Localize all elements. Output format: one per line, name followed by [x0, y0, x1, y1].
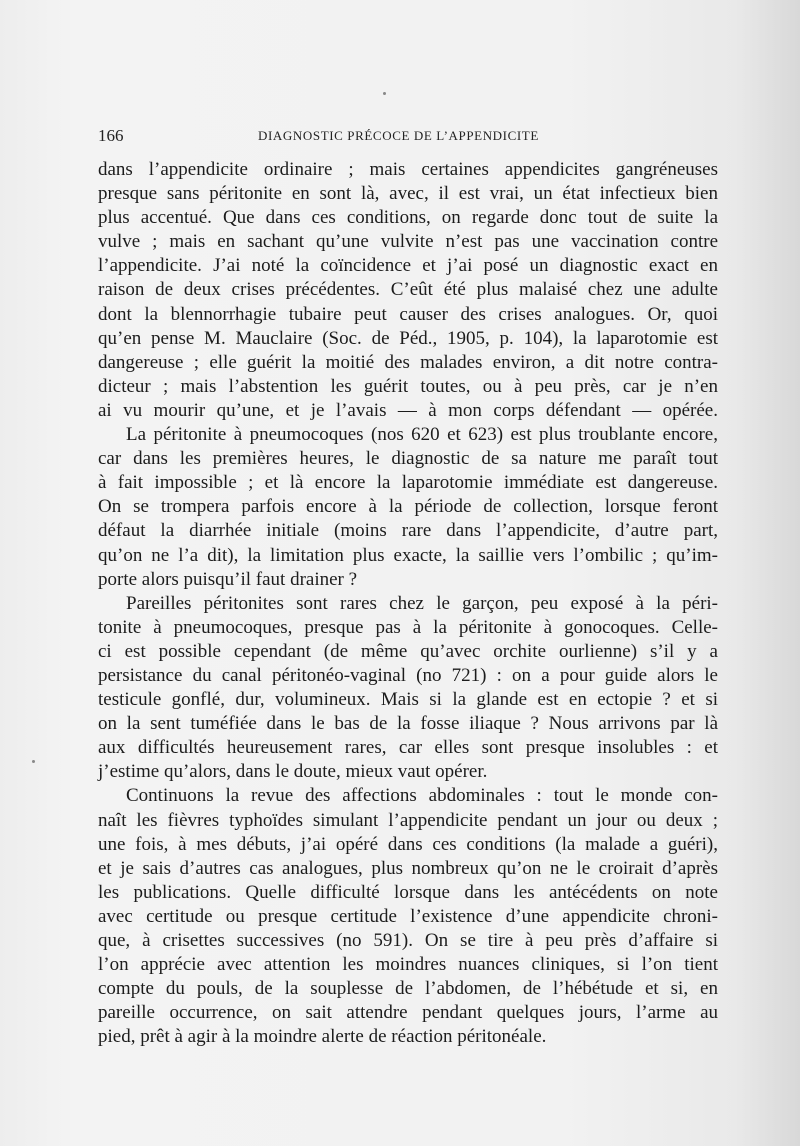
- text-line: vulve ; mais en sachant qu’une vulvite n’est pas une vaccination contre: [98, 231, 718, 253]
- page-number: 166: [98, 126, 124, 145]
- text-line: ai vu mourir qu’une, et je l’avais — à mon corps défendant — opérée.: [98, 399, 718, 421]
- text-line: avec certitude ou presque certitude l’existence d’une appendicite chroni-: [98, 905, 718, 927]
- text-line: que, à crisettes successives (no 591). On se tire à peu près d’affaire si: [98, 930, 718, 951]
- body-text: [98, 158, 718, 1049]
- page-speck: [32, 760, 35, 763]
- text-line: qu’on ne l’a dit), la limitation plus exacte, la saillie vers l’ombilic ; qu’im-: [98, 544, 718, 566]
- running-title: DIAGNOSTIC PRÉCOCE DE L’APPENDICITE: [258, 128, 539, 143]
- text-line: La péritonite à pneumocoques (nos 620 et 623) est plus troublante encore,: [126, 424, 718, 446]
- text-line: dangereuse ; elle guérit la moitié des malades environ, a dit notre contra-: [98, 351, 718, 373]
- text-line: tonite à pneumocoques, presque pas à la péritonite à gonocoques. Celle-: [98, 616, 718, 638]
- text-line: car dans les premières heures, le diagnostic de sa nature me paraît tout: [98, 448, 718, 470]
- text-line: plus accentué. Que dans ces conditions, on regarde donc tout de suite la: [98, 207, 718, 229]
- text-line: testicule gonflé, dur, volumineux. Mais si la glande est en ectopie ? et si: [98, 689, 718, 711]
- text-line: persistance du canal péritonéo-vaginal (no 721) : on a pour guide alors le: [98, 664, 718, 686]
- text-line: Continuons la revue des affections abdominales : tout le monde con-: [126, 785, 718, 807]
- text-line: et je sais d’autres cas analogues, plus nombreux qu’on ne le croirait d’après: [98, 857, 718, 879]
- text-line: dont la blennorrhagie tubaire peut causer des crises analogues. Or, quoi: [98, 303, 718, 325]
- text-line: ci est possible cependant (de même qu’avec orchite ourlienne) s’il y a: [98, 640, 718, 662]
- text-line: défaut la diarrhée initiale (moins rare dans l’appendicite, d’autre part,: [98, 520, 718, 542]
- text-line: presque sans péritonite en sont là, avec, il est vrai, un état infectieux bien: [98, 183, 718, 205]
- text-line: l’on apprécie avec attention les moindres nuances cliniques, si l’on tient: [98, 954, 718, 976]
- text-line: pied, prêt à agir à la moindre alerte de réaction péritonéale.: [98, 1026, 547, 1048]
- page-speck: [383, 92, 386, 95]
- text-line: Pareilles péritonites sont rares chez le garçon, peu exposé à la péri-: [126, 592, 718, 614]
- running-head: [98, 126, 718, 150]
- paragraph-2: [98, 423, 718, 592]
- text-line: dicteur ; mais l’abstention les guérit toutes, ou à peu près, car je n’en: [98, 375, 718, 397]
- text-line: dans l’appendicite ordinaire ; mais certaines appendicites gangréneuses: [98, 159, 718, 180]
- text-line: compte du pouls, de la souplesse de l’abdomen, de l’hébétude et si, en: [98, 978, 718, 1000]
- text-line: naît les fièvres typhoïdes simulant l’appendicite pendant un jour ou deux ;: [98, 809, 718, 831]
- text-line: on la sent tuméfiée dans le bas de la fosse iliaque ? Nous arrivons par là: [98, 713, 718, 735]
- text-line: à fait impossible ; et là encore la laparotomie immédiate est dangereuse.: [98, 472, 718, 494]
- text-line: porte alors puisqu’il faut drainer ?: [98, 568, 358, 590]
- paragraph-3: [98, 592, 718, 785]
- text-line: une fois, à mes débuts, j’ai opéré dans ces conditions (la malade a guéri),: [98, 833, 718, 855]
- text-line: les publications. Quelle difficulté lorsque dans les antécédents on note: [98, 881, 718, 903]
- paragraph-4: [98, 784, 718, 1049]
- text-line: qu’en pense M. Mauclaire (Soc. de Péd., 1905, p. 104), la laparotomie est: [98, 327, 718, 349]
- text-line: aux difficultés heureusement rares, car elles sont presque insolubles : et: [98, 737, 718, 759]
- text-line: raison de deux crises précédentes. C’eût été plus malaisé chez une adulte: [98, 279, 718, 301]
- text-line: l’appendicite. J’ai noté la coïncidence et j’ai posé un diagnostic exact en: [98, 255, 718, 277]
- paragraph-1: [98, 158, 718, 423]
- text-line: On se trompera parfois encore à la période de collection, lorsque feront: [98, 496, 718, 518]
- text-line: j’estime qu’alors, dans le doute, mieux vaut opérer.: [98, 761, 488, 783]
- text-line: pareille occurrence, on sait attendre pendant quelques jours, l’arme au: [98, 1002, 718, 1024]
